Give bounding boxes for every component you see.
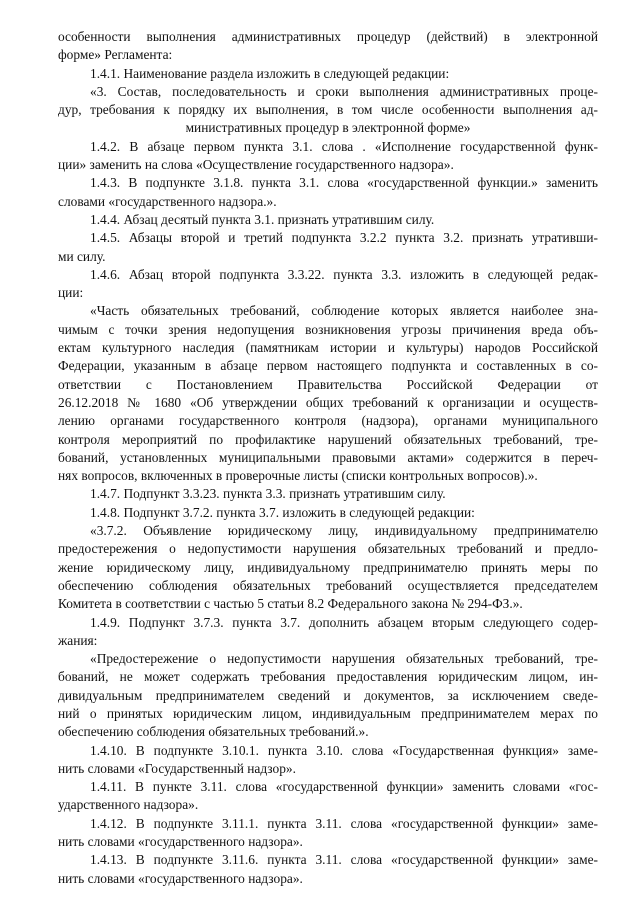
text-line: ектам культурного наследия (памятникам истории и культуры) народов Российской [58,340,598,356]
quoted-paragraph-3-3-22 [58,302,598,485]
text-line: словами «государственного надзора.». [58,193,277,209]
text-line: жания: [58,632,98,648]
text-line: 1.4.12. В подпункте 3.11.1. пункта 3.11. слова «государственной функции» заме- [90,815,598,831]
quoted-paragraph-3-7-2 [58,522,598,613]
text-line: 1.4.6. Абзац второй подпункта 3.3.22. пункта 3.3. изложить в следующей редак- [90,266,598,282]
paragraph-continuation [58,28,598,65]
text-line: «Предостережение о недопустимости нарушения обязательных требований, тре- [90,651,598,667]
text-line: 1.4.2. В абзаце первом пункта 3.1. слова . «Исполнение государственной функ- [90,138,598,154]
paragraph-1-4-8 [58,504,598,522]
text-line: нить словами «Государственный надзор». [58,760,296,776]
text-line: «Часть обязательных требований, соблюдение которых является наиболее зна- [90,303,598,319]
paragraph-1-4-12 [58,815,598,852]
paragraph-1-4-3 [58,174,598,211]
text-line: особенности выполнения административных процедур (действий) в электронной [58,29,598,44]
text-line: ний о принятых юридическим лицом, индивидуальным предпринимателем мерах по [58,705,598,721]
text-line: чимым с точки зрения недопущения возникновения угрозы причинения вреда объ- [58,321,598,337]
text-line: Комитета в соответствии с частью 5 статьи 8.2 Федерального закона № 294-ФЗ.». [58,596,523,612]
paragraph-1-4-6 [58,266,598,303]
text-line: ответствии с Постановлением Правительства Российской Федерации от [58,376,598,392]
paragraph-1-4-11 [58,778,598,815]
text-line: лению органами государственного контроля (надзора), органами муниципального [58,413,598,429]
paragraph-1-4-2 [58,138,598,175]
text-line: дивидуальным предпринимателем сведений и документов, за исключением сведе- [58,687,598,703]
text-line: нях вопросов, включенных в проверочные листы (списки контрольных вопросов).». [58,468,538,484]
text-line: контроля мероприятий по профилактике нарушений обязательных требований, тре- [58,431,598,447]
text-line: Федерации, указанным в абзаце первом настоящего подпункта и составленных в со- [58,358,598,374]
text-line: бований, не может содержать требования предоставления юридическим лицом, ин- [58,669,598,685]
paragraph-1-4-1 [58,65,598,83]
quoted-section-title [58,83,598,138]
text-line: нить словами «государственного надзора». [58,870,303,886]
paragraph-1-4-9 [58,614,598,651]
text-line: обеспечению соблюдения обязательных требований осуществляется председателем [58,577,598,593]
text-line: 1.4.7. Подпункт 3.3.23. пункта 3.3. признать утратившим силу. [90,486,446,502]
text-line: 1.4.8. Подпункт 3.7.2. пункта 3.7. изложить в следующей редакции: [90,504,475,520]
paragraph-1-4-13 [58,851,598,888]
paragraph-1-4-4 [58,211,598,229]
text-line: «3.7.2. Объявление юридическому лицу, индивидуальному предпринимателю [90,523,598,539]
text-line: форме» Регламента: [58,47,173,63]
paragraph-1-4-10 [58,742,598,779]
text-line: 1.4.11. В пункте 3.11. слова «государственной функции» заменить словами «гос- [90,779,598,795]
text-line: ми силу. [58,248,106,264]
text-line: ударственного надзора». [58,797,199,813]
text-line: дур, требования к порядку их выполнения, в том числе особенности выполнения ад- [58,102,598,118]
text-line: министративных процедур в электронной форме» [185,120,471,136]
text-line: 1.4.5. Абзацы второй и третий подпункта 3.2.2 пункта 3.2. признать утративши- [90,230,598,246]
text-line: «3. Состав, последовательность и сроки выполнения административных проце- [90,83,598,99]
text-line: 1.4.1. Наименование раздела изложить в следующей редакции: [90,65,450,81]
text-line: ции: [58,285,84,301]
text-line: 1.4.4. Абзац десятый пункта 3.1. признать утратившим силу. [90,211,435,227]
text-line: ции» заменить на слова «Осуществление государственного надзора». [58,157,454,173]
text-line: 1.4.9. Подпункт 3.7.3. пункта 3.7. дополнить абзацем вторым следующего содер- [90,614,598,630]
text-line: нить словами «государственного надзора». [58,834,303,850]
paragraph-1-4-7 [58,485,598,503]
text-line: обеспечению соблюдения обязательных требований.». [58,724,369,740]
text-line: жение юридическому лицу, индивидуальному предпринимателю принять меры по [58,559,598,575]
text-line: 1.4.3. В подпункте 3.1.8. пункта 3.1. слова «государственной функции.» заменить [90,175,598,191]
text-line: бований, установленных муниципальными правовыми актами» содержится в переч- [58,449,598,465]
text-line: предостережения о недопустимости нарушения обязательных требований и предло- [58,541,598,557]
quoted-paragraph-warning [58,650,598,741]
text-line: 26.12.2018 № 1680 «Об утверждении общих требований к организации и осуществ- [58,394,598,410]
paragraph-1-4-5 [58,229,598,266]
text-line: 1.4.13. В подпункте 3.11.6. пункта 3.11. слова «государственной функции» заме- [90,852,598,868]
text-line: 1.4.10. В подпункте 3.10.1. пункта 3.10. слова «Государственная функция» заме- [90,742,598,758]
